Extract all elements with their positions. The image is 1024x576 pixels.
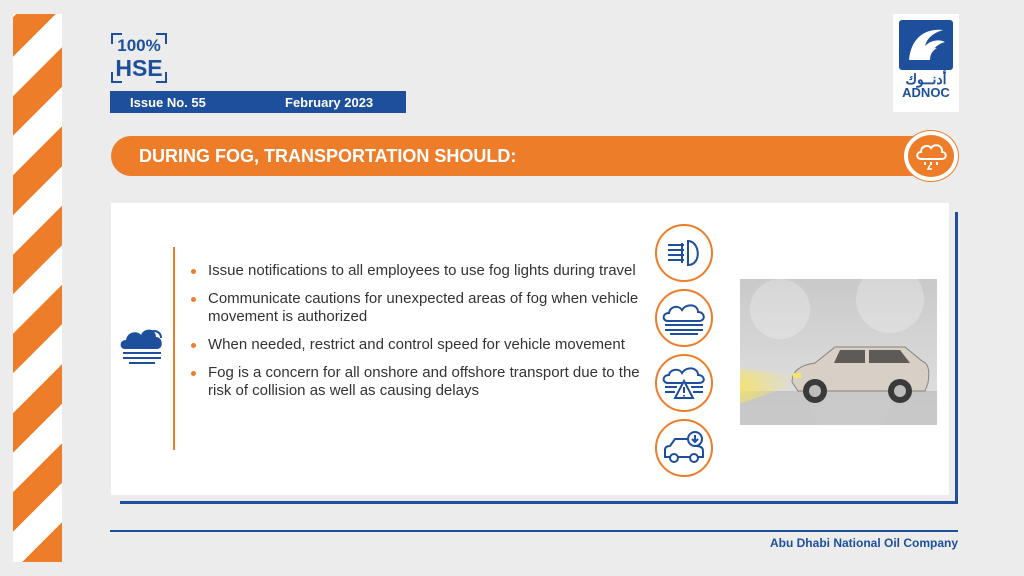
- adnoc-english-name: ADNOC: [902, 85, 950, 100]
- adnoc-logo: [893, 14, 959, 112]
- hse-logo-percent: 100%: [117, 36, 161, 55]
- hse-100-logo: [110, 32, 168, 84]
- issue-date: February 2023: [285, 94, 374, 110]
- list-item: Issue notifications to all employees to use fog lights during travel: [190, 262, 640, 280]
- car-speed-down-icon: [661, 431, 707, 465]
- fog-cloud-icon-circle: [655, 289, 713, 347]
- list-item: Fog is a concern for all onshore and offshore transport due to the risk of collision as well as causing delays: [190, 364, 640, 400]
- hse-logo-text: HSE: [115, 55, 163, 81]
- foggy-car-photo: [740, 279, 937, 425]
- footer-divider: [110, 530, 958, 532]
- issue-bar: [110, 91, 406, 113]
- fog-light-icon-circle: [655, 224, 713, 282]
- bullet-list: [190, 262, 640, 410]
- fog-light-icon: [664, 237, 704, 269]
- car-speed-down-icon-circle: [655, 419, 713, 477]
- fog-warning-icon-circle: [655, 354, 713, 412]
- fog-cloud-icon: [119, 323, 165, 365]
- hazard-stripes: [13, 14, 62, 562]
- orange-divider: [173, 247, 175, 450]
- issue-number: Issue No. 55: [130, 94, 206, 110]
- title-badge: [904, 131, 958, 181]
- list-item: Communicate cautions for unexpected areas of fog when vehicle movement is authorized: [190, 290, 640, 326]
- footer-company-name: Abu Dhabi National Oil Company: [769, 536, 958, 550]
- fog-warning-icon: [662, 365, 706, 401]
- adnoc-arabic-name: أدنــوك: [905, 71, 947, 87]
- section-title-bar: [111, 136, 926, 176]
- storm-cloud-icon: [914, 142, 948, 170]
- falcon-icon: [899, 20, 953, 70]
- fog-cloud-icon: [662, 301, 706, 335]
- section-title: DURING FOG, TRANSPORTATION SHOULD:: [139, 145, 517, 166]
- list-item: When needed, restrict and control speed for vehicle movement: [190, 336, 640, 354]
